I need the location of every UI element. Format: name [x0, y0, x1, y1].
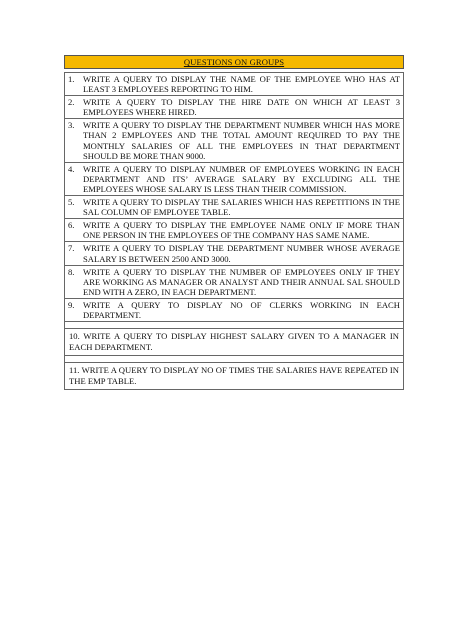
question-number: 8. [68, 266, 75, 277]
question-number: 1. [68, 74, 75, 84]
question-text: WRITE A QUERY TO DISPLAY NUMBER OF EMPLOYEES WORKING IN EACH DEPARTMENT AND ITS’ AVERAGE SALARY BY EXCLUDING ALL THE EMPLOYEES WHOSE SALARY IS LESS THAN THEIR COMMISSION. [83, 163, 400, 194]
question-row [65, 266, 403, 299]
question-number: 2. [68, 97, 75, 108]
question-text: WRITE A QUERY TO DISPLAY THE DEPARTMENT NUMBER WHICH HAS MORE THAN 2 EMPLOYEES AND THE TOTAL AMOUNT REQUIRED TO PAY THE MONTHLY SALARIES OF ALL THE EMPLOYEES IN THAT DEPARTMENT SHOULD BE MORE THAN 9000. [83, 120, 400, 161]
question-text: WRITE A QUERY TO DISPLAY THE EMPLOYEE NAME ONLY IF MORE THAN ONE PERSON IN THE EMPLOYEES OF THE COMPANY HAS SAME NAME. [83, 220, 400, 241]
question-text: WRITE A QUERY TO DISPLAY THE NUMBER OF EMPLOYEES ONLY IF THEY ARE WORKING AS MANAGER OR ANALYST AND THEIR ANNUAL SAL SHOULD END WITH A ZERO, IN EACH DEPARTMENT. [83, 266, 400, 297]
question-number: 4. [68, 163, 75, 174]
row-spacer [65, 356, 403, 363]
question-number: 3. [68, 120, 75, 131]
question-row [65, 242, 403, 265]
question-text: WRITE A QUERY TO DISPLAY THE DEPARTMENT NUMBER WHOSE AVERAGE SALARY IS BETWEEN 2500 AND 3000. [83, 243, 400, 264]
page-title: QUESTIONS ON GROUPS [183, 57, 285, 67]
question-row [65, 299, 403, 322]
question-text: WRITE A QUERY TO DISPLAY NO OF CLERKS WORKING IN EACH DEPARTMENT. [83, 299, 400, 320]
question-text: WRITE A QUERY TO DISPLAY THE SALARIES WHICH HAS REPETITIONS IN THE SAL COLUMN OF EMPLOYEE TABLE. [83, 197, 400, 218]
question-number: 5. [68, 197, 75, 208]
question-row [65, 163, 403, 196]
question-row [65, 219, 403, 242]
question-row [65, 119, 403, 162]
question-row [65, 196, 403, 219]
question-row [65, 96, 403, 119]
question-number: 9. [68, 299, 75, 310]
questions-table [64, 72, 404, 390]
question-text: WRITE A QUERY TO DISPLAY THE NAME OF THE EMPLOYEE WHO HAS AT LEAST 3 EMPLOYEES REPORTING TO HIM. [83, 74, 400, 95]
question-number: 6. [68, 220, 75, 231]
title-banner [64, 55, 404, 69]
question-text: WRITE A QUERY TO DISPLAY THE HIRE DATE ON WHICH AT LEAST 3 EMPLOYEES WHERE HIRED. [83, 97, 400, 118]
question-row [65, 73, 403, 96]
question-row: 11. WRITE A QUERY TO DISPLAY NO OF TIMES THE SALARIES HAVE REPEATED IN THE EMP TABLE. [65, 363, 403, 390]
row-spacer [65, 322, 403, 329]
question-row: 10. WRITE A QUERY TO DISPLAY HIGHEST SALARY GIVEN TO A MANAGER IN EACH DEPARTMENT. [65, 329, 403, 356]
question-number: 7. [68, 243, 75, 254]
